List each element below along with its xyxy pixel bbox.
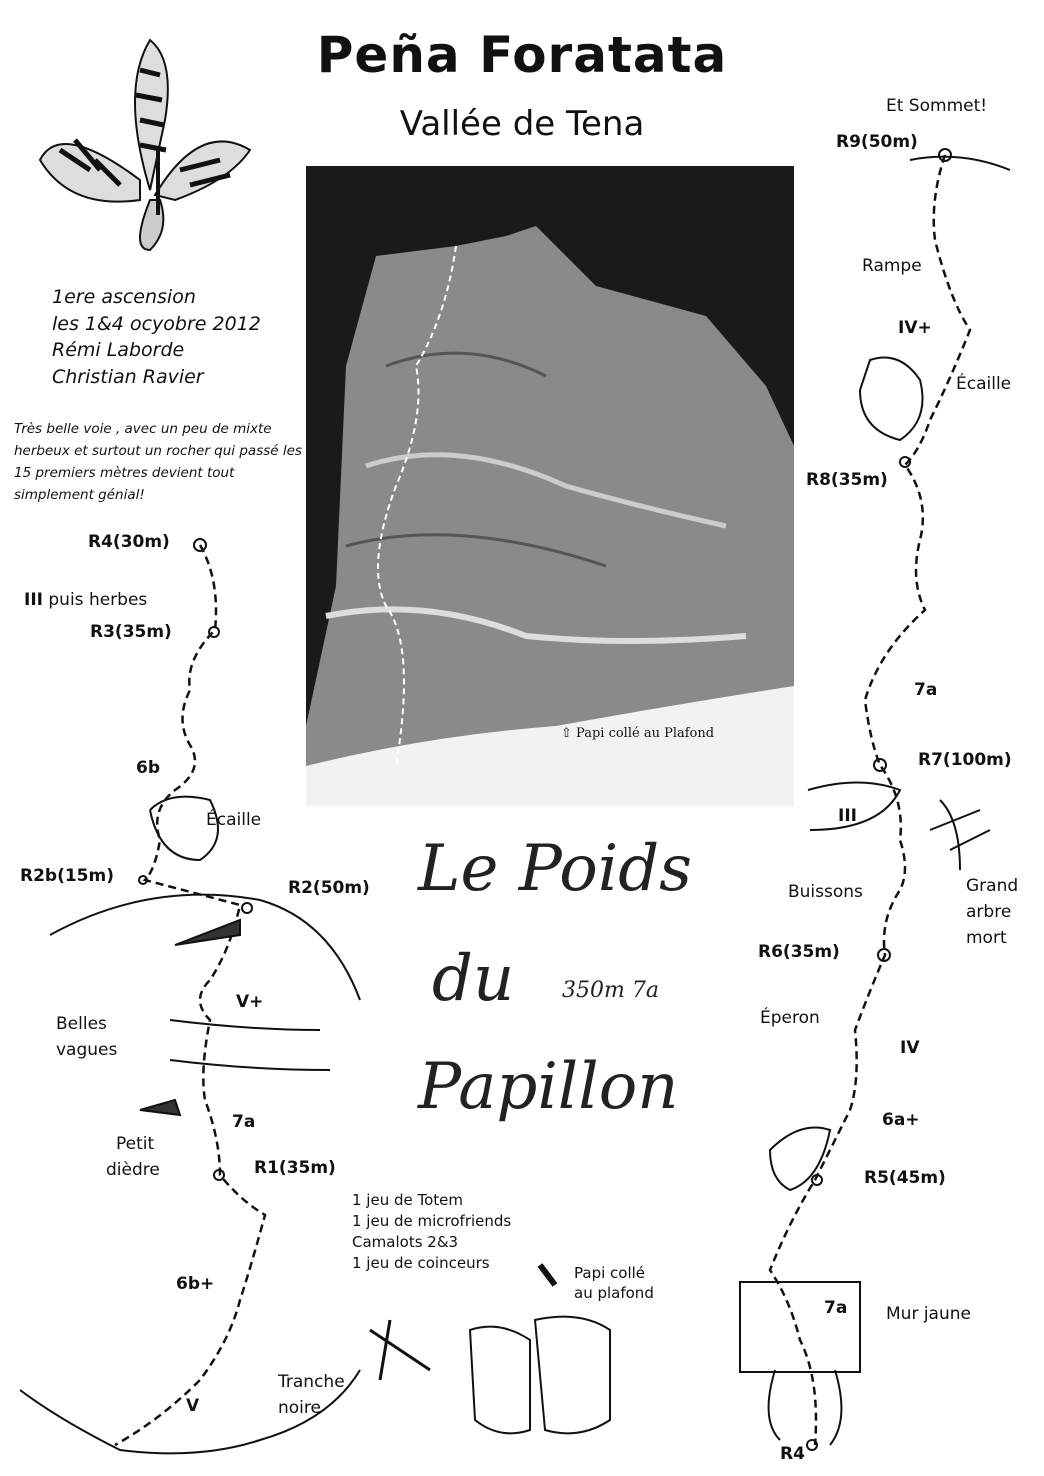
belay-r7: R7(100m) xyxy=(918,750,1012,770)
feature-diedre: dièdre xyxy=(106,1160,160,1180)
feature-mur-jaune: Mur jaune xyxy=(886,1304,971,1324)
route-name-line3: Papillon xyxy=(418,1050,679,1124)
feature-rampe: Rampe xyxy=(862,256,922,276)
feature-belles: Belles xyxy=(56,1014,107,1034)
first-ascent-credits xyxy=(52,284,261,390)
grade-v-plus: V+ xyxy=(236,992,264,1012)
page-subtitle: Vallée de Tena xyxy=(399,104,645,144)
grade-iv-plus: IV+ xyxy=(898,318,932,338)
credits-line: les 1&4 ocyobre 2012 xyxy=(52,312,261,335)
belay-r4: R4(30m) xyxy=(88,532,170,552)
mountain-photo xyxy=(306,166,794,806)
grade-iii-puis-herbes: III puis herbes xyxy=(24,590,148,610)
feature-vagues: vagues xyxy=(56,1040,118,1060)
belay-r5: R5(45m) xyxy=(864,1168,946,1188)
grade-iv: IV xyxy=(900,1038,920,1058)
feature-petit: Petit xyxy=(116,1134,155,1154)
grade-iii-right: III xyxy=(838,806,857,826)
route-name-line2: du xyxy=(432,942,515,1016)
grade-6b-plus: 6b+ xyxy=(176,1274,215,1294)
belay-r2: R2(50m) xyxy=(288,878,370,898)
credits-line: 1ere ascension xyxy=(52,286,196,308)
right-route-line xyxy=(770,155,970,1445)
credits-line: Christian Ravier xyxy=(52,365,204,388)
route-description: Très belle voie , avec un peu de mixte herbeux et surtout un rocher qui passé les 15 premiers mètres devient tout simplement génial! xyxy=(14,421,302,503)
papi-note-line2: au plafond xyxy=(574,1284,654,1302)
feature-arbre: arbre xyxy=(966,902,1012,922)
credits-line: Rémi Laborde xyxy=(52,339,185,361)
grade-7a-bottom: 7a xyxy=(824,1298,848,1318)
gear-item: 1 jeu de microfriends xyxy=(352,1212,512,1230)
feature-noire: noire xyxy=(278,1398,321,1418)
belay-r8: R8(35m) xyxy=(806,470,888,490)
feature-grand: Grand xyxy=(966,876,1019,896)
feature-eperon: Éperon xyxy=(760,1008,820,1028)
feature-buissons: Buissons xyxy=(788,882,863,902)
route-stats: 350m 7a xyxy=(562,978,659,1003)
belay-r1: R1(35m) xyxy=(254,1158,336,1178)
feature-mort: mort xyxy=(966,928,1007,948)
route-name-line1: Le Poids xyxy=(418,832,692,906)
gear-item: Camalots 2&3 xyxy=(352,1233,459,1251)
papi-note-line1: Papi collé xyxy=(574,1264,646,1282)
gear-item: 1 jeu de Totem xyxy=(352,1191,464,1209)
summit-label: Et Sommet! xyxy=(886,96,988,116)
feature-ecaille: Écaille xyxy=(206,810,262,830)
belay-r9: R9(50m) xyxy=(836,132,918,152)
page-title: Peña Foratata xyxy=(316,26,728,84)
grade-7a-left: 7a xyxy=(232,1112,256,1132)
grade-v: V xyxy=(186,1396,200,1416)
grade-7a-top: 7a xyxy=(914,680,938,700)
mountain-image xyxy=(306,166,794,806)
grade-6a-plus: 6a+ xyxy=(882,1110,920,1130)
belay-r4-right: R4 xyxy=(780,1444,805,1464)
belay-r6: R6(35m) xyxy=(758,942,840,962)
gear-list xyxy=(352,1190,511,1274)
feature-ecaille-right: Écaille xyxy=(956,374,1012,394)
belay-r3: R3(35m) xyxy=(90,622,172,642)
grade-6b: 6b xyxy=(136,758,160,778)
up-arrow-icon: ⇧ xyxy=(561,726,572,741)
photo-caption: ⇧ Papi collé au Plafond xyxy=(561,726,715,741)
gear-item: 1 jeu de coinceurs xyxy=(352,1254,490,1272)
feature-tranche: Tranche xyxy=(278,1372,345,1392)
belay-r2b: R2b(15m) xyxy=(20,866,114,886)
